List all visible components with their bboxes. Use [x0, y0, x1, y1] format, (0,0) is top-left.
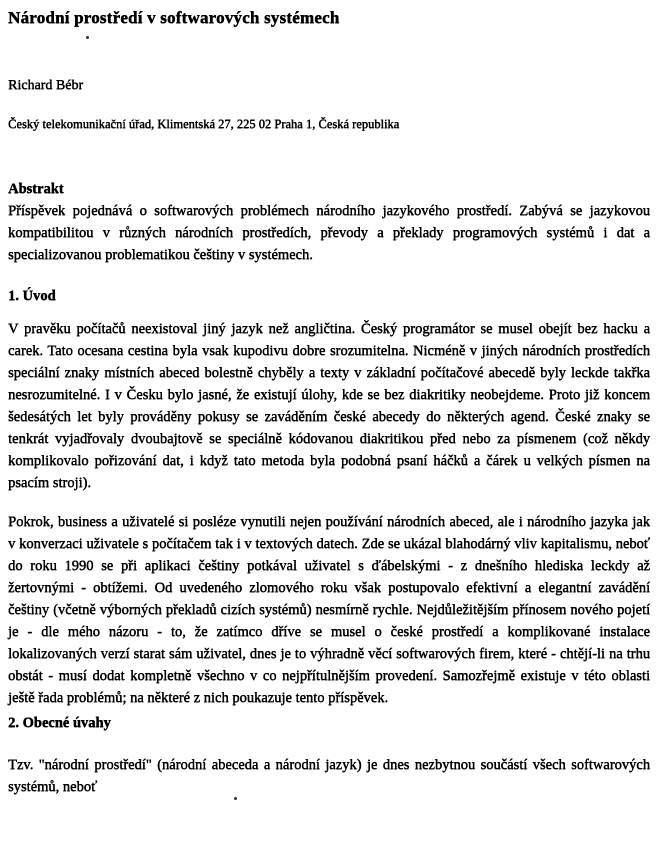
section-heading-uvod: 1. Úvod: [8, 288, 56, 304]
author-name: Richard Bébr: [8, 78, 84, 93]
uvod-paragraph-2: Pokrok, business a uživatelé si posléze vynutili nejen používání národních abeced, ale i národního jazyka jak v konverzaci uživatele s počítačem tak i v textových datech. Zde se ukázal blahodárný vliv kapitalismu, neboť do roku 1990 se při aplikaci češtiny potkával uživatel s ďábelskými - z dnešního hlediska leckdy až žertovnými - obtížemi. Od uvedeného zlomového roku však postupovalo efektivní a elegantní zavádění češtiny (včetně výborných překladů cizích systémů) nesmírně rychle. Nejdůležitějším přínosem nového pojetí je - dle mého názoru - to, že zatímco dříve se musel o české prostředí a komplikované instalace lokalizovaných verzí starat sám uživatel, dnes je to výhradně věcí softwarových firem, které - chtějí-li na trhu obstát - musí dodat kompletně všechno v co nejpřítulnějším provedení. Samozřejmě existuje v této oblasti ještě řada problémů; na některé z nich poukazuje tento příspěvek.: [8, 514, 650, 706]
abstract-paragraph: Příspěvek pojednává o softwarových problémech národního jazykového prostředí. Zabývá se jazykovou kompatibilitou v různých národních prostředích, převody a překlady programových systémů i dat a specializovanou problematikou češtiny v systémech.: [8, 203, 650, 263]
scan-artifact-dot: [234, 797, 237, 800]
paper-title: Národní prostředí v softwarových systémech: [8, 8, 340, 27]
scan-artifact-dot: [86, 36, 89, 39]
section-heading-abstrakt: Abstrakt: [8, 181, 64, 197]
uvod-paragraph-1: V pravěku počítačů neexistoval jiný jazyk než angličtina. Český programátor se musel obejít bez hacku a carek. Tato ocesana cestina byla vsak kupodivu dobre srozumitelna. Nicméně v jiných národních prostředích speciální znaky místních abeced bolestně chyběly a texty v základní počítačové abecedě byly leckde takřka nesrozumitelné. I v Česku bylo jasné, že existují úlohy, kde se bez diakritiky neobejdeme. Proto již koncem šedesátých let byly prováděny pokusy se zaváděním české abecedy do některých agend. České znaky se tenkrát vyjadřovaly dvoubajtově se speciálně kódovanou diakritikou před nebo za písmenem (což někdy komplikovalo pořizování dat, i když tato metoda byla podobná psaní háčků a čárek u velkých písmen na psacím stroji).: [8, 321, 650, 491]
obecne-uvahy-paragraph: Tzv. "národní prostředí" (národní abeceda a národní jazyk) je dnes nezbytnou součástí všech softwarových systémů, neboť: [8, 757, 650, 795]
section-heading-obecne-uvahy: 2. Obecné úvahy: [8, 715, 111, 731]
author-affiliation: Český telekomunikační úřad, Klimentská 27, 225 02 Praha 1, Česká republika: [8, 117, 400, 131]
